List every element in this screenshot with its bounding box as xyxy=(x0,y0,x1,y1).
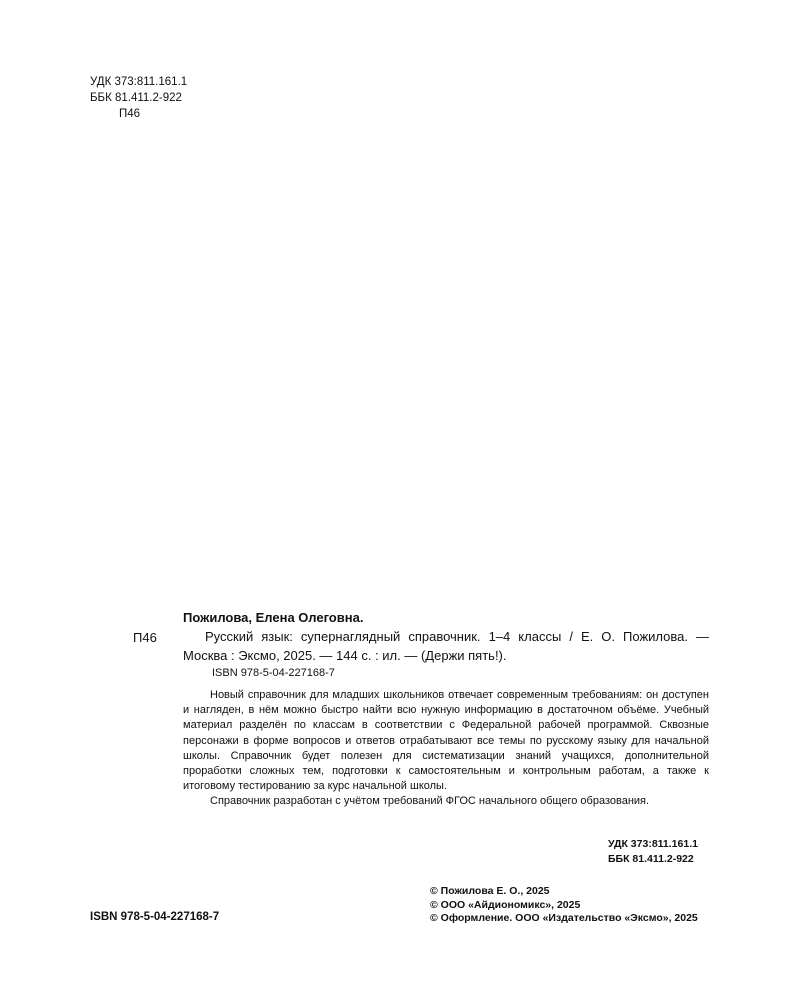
bbk-code: ББК 81.411.2-922 xyxy=(90,92,182,104)
top-classification xyxy=(90,74,187,122)
author-mark: П46 xyxy=(119,108,141,120)
abstract xyxy=(183,688,709,810)
bottom-classification xyxy=(608,837,698,867)
abstract-paragraph: Новый справочник для младших школьников отвечает современным требованиям: он доступен и нагляден, в нём можно быстро найти всю нужную информацию в достаточном объёме. Учебный материал разделён по классам в соответствии с Федеральной рабочей программой. Сквозные персонажи в форме вопросов и ответов отрабатывают все темы по русскому языку для начальной школы. Справочник будет полезен для систематизации знаний учащихся, дополнительной проработки сложных тем, подготовки к самостоятельным и контрольным работам, а также к итоговому тестированию за курс начальной школы. xyxy=(183,689,709,793)
udk-code: УДК 373:811.161.1 xyxy=(90,76,188,88)
copyright-block xyxy=(430,885,698,926)
copyright-line: © Пожилова Е. О., 2025 xyxy=(430,885,550,897)
author-name: Пожилова, Елена Олеговна. xyxy=(183,610,364,625)
bibliographic-description: Русский язык: супернаглядный справочник. 1–4 классы / Е. О. Пожилова. — Москва : Эксмо, 2025. — 144 с. : ил. — (Держи пять!). xyxy=(183,629,709,663)
isbn-record: ISBN 978-5-04-227168-7 xyxy=(212,667,335,679)
copyright-line: © Оформление. ООО «Издательство «Эксмо», 2025 xyxy=(430,912,698,924)
author-mark-side: П46 xyxy=(133,630,157,645)
isbn-footer: ISBN 978-5-04-227168-7 xyxy=(90,911,220,923)
bbk-code: ББК 81.411.2-922 xyxy=(608,853,694,865)
abstract-paragraph: Справочник разработан с учётом требований ФГОС начального общего образования. xyxy=(210,795,650,808)
udk-code: УДК 373:811.161.1 xyxy=(608,838,698,850)
copyright-line: © ООО «Айдиономикс», 2025 xyxy=(430,898,581,911)
